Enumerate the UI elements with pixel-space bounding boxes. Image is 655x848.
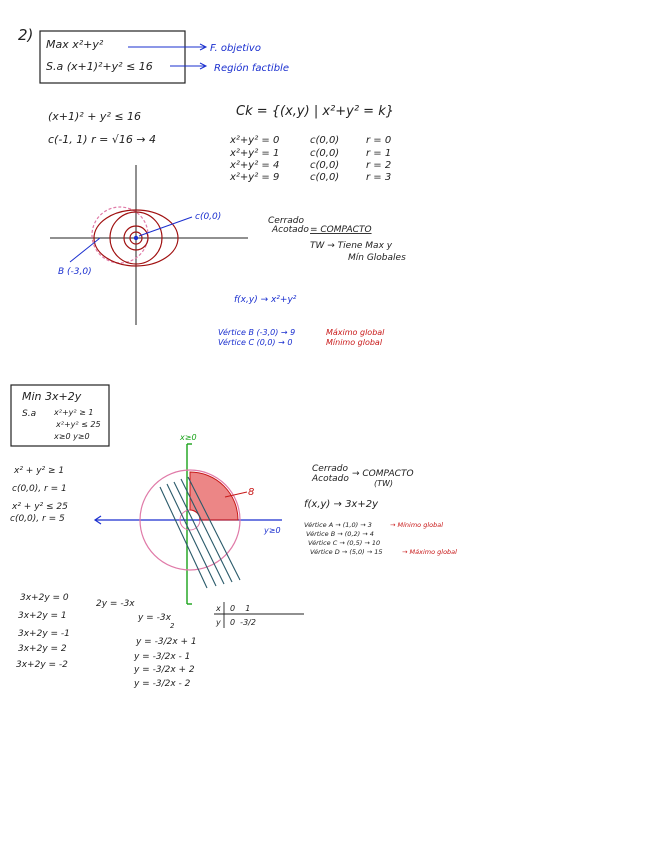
p2-compact: → COMPACTO: [352, 469, 414, 479]
p2-objective: Min 3x+2y: [22, 390, 82, 403]
p2-line-4: 3x+2y = -2: [16, 660, 68, 670]
level-radius-2: r = 2: [366, 160, 392, 171]
p2-vertex-d: Vértice D → (5,0) → 15: [310, 548, 383, 556]
p2-left-2: c(0,0), r = 1: [12, 484, 67, 494]
p1-feasible-circle: [92, 207, 148, 263]
p2-bounded: Acotado: [312, 474, 349, 484]
p2-left-3: x² + y² ≤ 25: [12, 502, 68, 512]
p2-vertex-b: Vértice B → (0,2) → 4: [306, 530, 374, 538]
p2-table-x: x: [216, 604, 221, 613]
p2-table-x-vals: 0 1: [230, 604, 251, 613]
level-eq-2: x²+y² = 4: [230, 160, 280, 171]
p2-value-table: [214, 602, 304, 628]
level-eq-3: x²+y² = 9: [230, 172, 280, 183]
p2-line-equations: [16, 593, 70, 670]
p2-solve-2: y = -3x: [138, 613, 171, 623]
p1-theorem2: Mín Globales: [348, 253, 406, 263]
p1-constraint: S.a (x+1)²+y² ≤ 16: [46, 60, 153, 73]
p2-line-2: 3x+2y = -1: [18, 629, 70, 639]
level-radius-1: r = 1: [366, 148, 392, 159]
p1-point-b: B (-3,0): [58, 267, 92, 277]
p2-sketch: [95, 433, 282, 604]
p2-table-y: y: [216, 618, 221, 627]
p2-line-0: 3x+2y = 0: [20, 593, 69, 603]
p1-vertex-c: Vértice C (0,0) → 0: [218, 338, 293, 347]
p2-vertex-a-result: → Mínimo global: [390, 521, 444, 529]
level-eq-1: x²+y² = 1: [230, 148, 280, 159]
note-constraint: Región factible: [214, 63, 289, 74]
p1-center-radius: c(-1, 1) r = √16 → 4: [48, 133, 157, 146]
note-objective: F. objetivo: [210, 43, 261, 54]
p2-c2: x²+y² ≤ 25: [56, 420, 101, 429]
p2-vertex-d-result: → Máximo global: [402, 548, 457, 556]
p2-solve-6: y = -3/2x - 2: [134, 679, 191, 689]
p2-vertex-a: Vértice A → (1,0) → 3: [304, 521, 372, 529]
p2-solve-4: y = -3/2x - 1: [134, 652, 191, 662]
p2-y-label: y≥0: [264, 526, 281, 535]
p1-closed: Cerrado: [268, 216, 304, 226]
p2-closed: Cerrado: [312, 464, 348, 474]
p1-bounded: Acotado: [272, 225, 309, 235]
p2-function: f(x,y) → 3x+2y: [304, 499, 379, 510]
p1-vertex-c-result: Mínimo global: [326, 338, 383, 347]
p2-c3: x≥0 y≥0: [54, 432, 90, 441]
problem-number: 2): [18, 26, 34, 44]
p1-level-list: [229, 135, 391, 183]
p2-tw: (TW): [374, 479, 394, 488]
level-center-1: c(0,0): [310, 148, 340, 159]
level-center-3: c(0,0): [310, 172, 340, 183]
level-radius-3: r = 3: [366, 172, 392, 183]
p1-sketch: [50, 165, 248, 325]
p2-solve-2b: 2: [170, 622, 175, 630]
p2-constraint-label: S.a: [22, 409, 37, 419]
p2-vertex-c: Vértice C → (0,5) → 10: [308, 539, 381, 547]
p2-line-1: 3x+2y = 1: [18, 611, 67, 621]
p1-vertex-b: Vértice B (-3,0) → 9: [218, 328, 296, 337]
p2-line-3: 3x+2y = 2: [18, 644, 67, 654]
p1-origin-dot: [134, 236, 138, 240]
p1-objective: Max x²+y²: [46, 38, 104, 51]
level-eq-0: x²+y² = 0: [230, 135, 280, 146]
p2-c1: x²+y² ≥ 1: [54, 408, 94, 417]
p2-left-1: x² + y² ≥ 1: [14, 466, 65, 476]
p1-function: f(x,y) → x²+y²: [234, 295, 297, 305]
p1-circle-eq: (x+1)² + y² ≤ 16: [48, 110, 142, 123]
p2-solve-5: y = -3/2x + 2: [134, 665, 195, 675]
level-center-0: c(0,0): [310, 135, 340, 146]
p2-solving: [96, 599, 197, 689]
p1-point-c: c(0,0): [195, 212, 222, 222]
p2-region-label: 8: [248, 487, 255, 498]
p1-compact: = COMPACTO: [310, 225, 372, 235]
p2-solve-3: y = -3/2x + 1: [136, 637, 197, 647]
p2-x-label: x≥0: [180, 433, 197, 442]
p2-left-4: c(0,0), r = 5: [10, 514, 65, 524]
p1-pointer-b: [70, 238, 100, 262]
p1-theorem: TW → Tiene Max y: [310, 241, 393, 251]
level-radius-0: r = 0: [366, 135, 392, 146]
p2-solve-1: 2y = -3x: [96, 599, 135, 609]
p1-vertex-b-result: Máximo global: [326, 328, 385, 337]
p2-vertex-list: [304, 521, 457, 556]
p1-level-set: Ck = {(x,y) | x²+y² = k}: [236, 104, 394, 119]
p2-table-y-vals: 0 -3/2: [230, 618, 256, 627]
level-center-2: c(0,0): [310, 160, 340, 171]
